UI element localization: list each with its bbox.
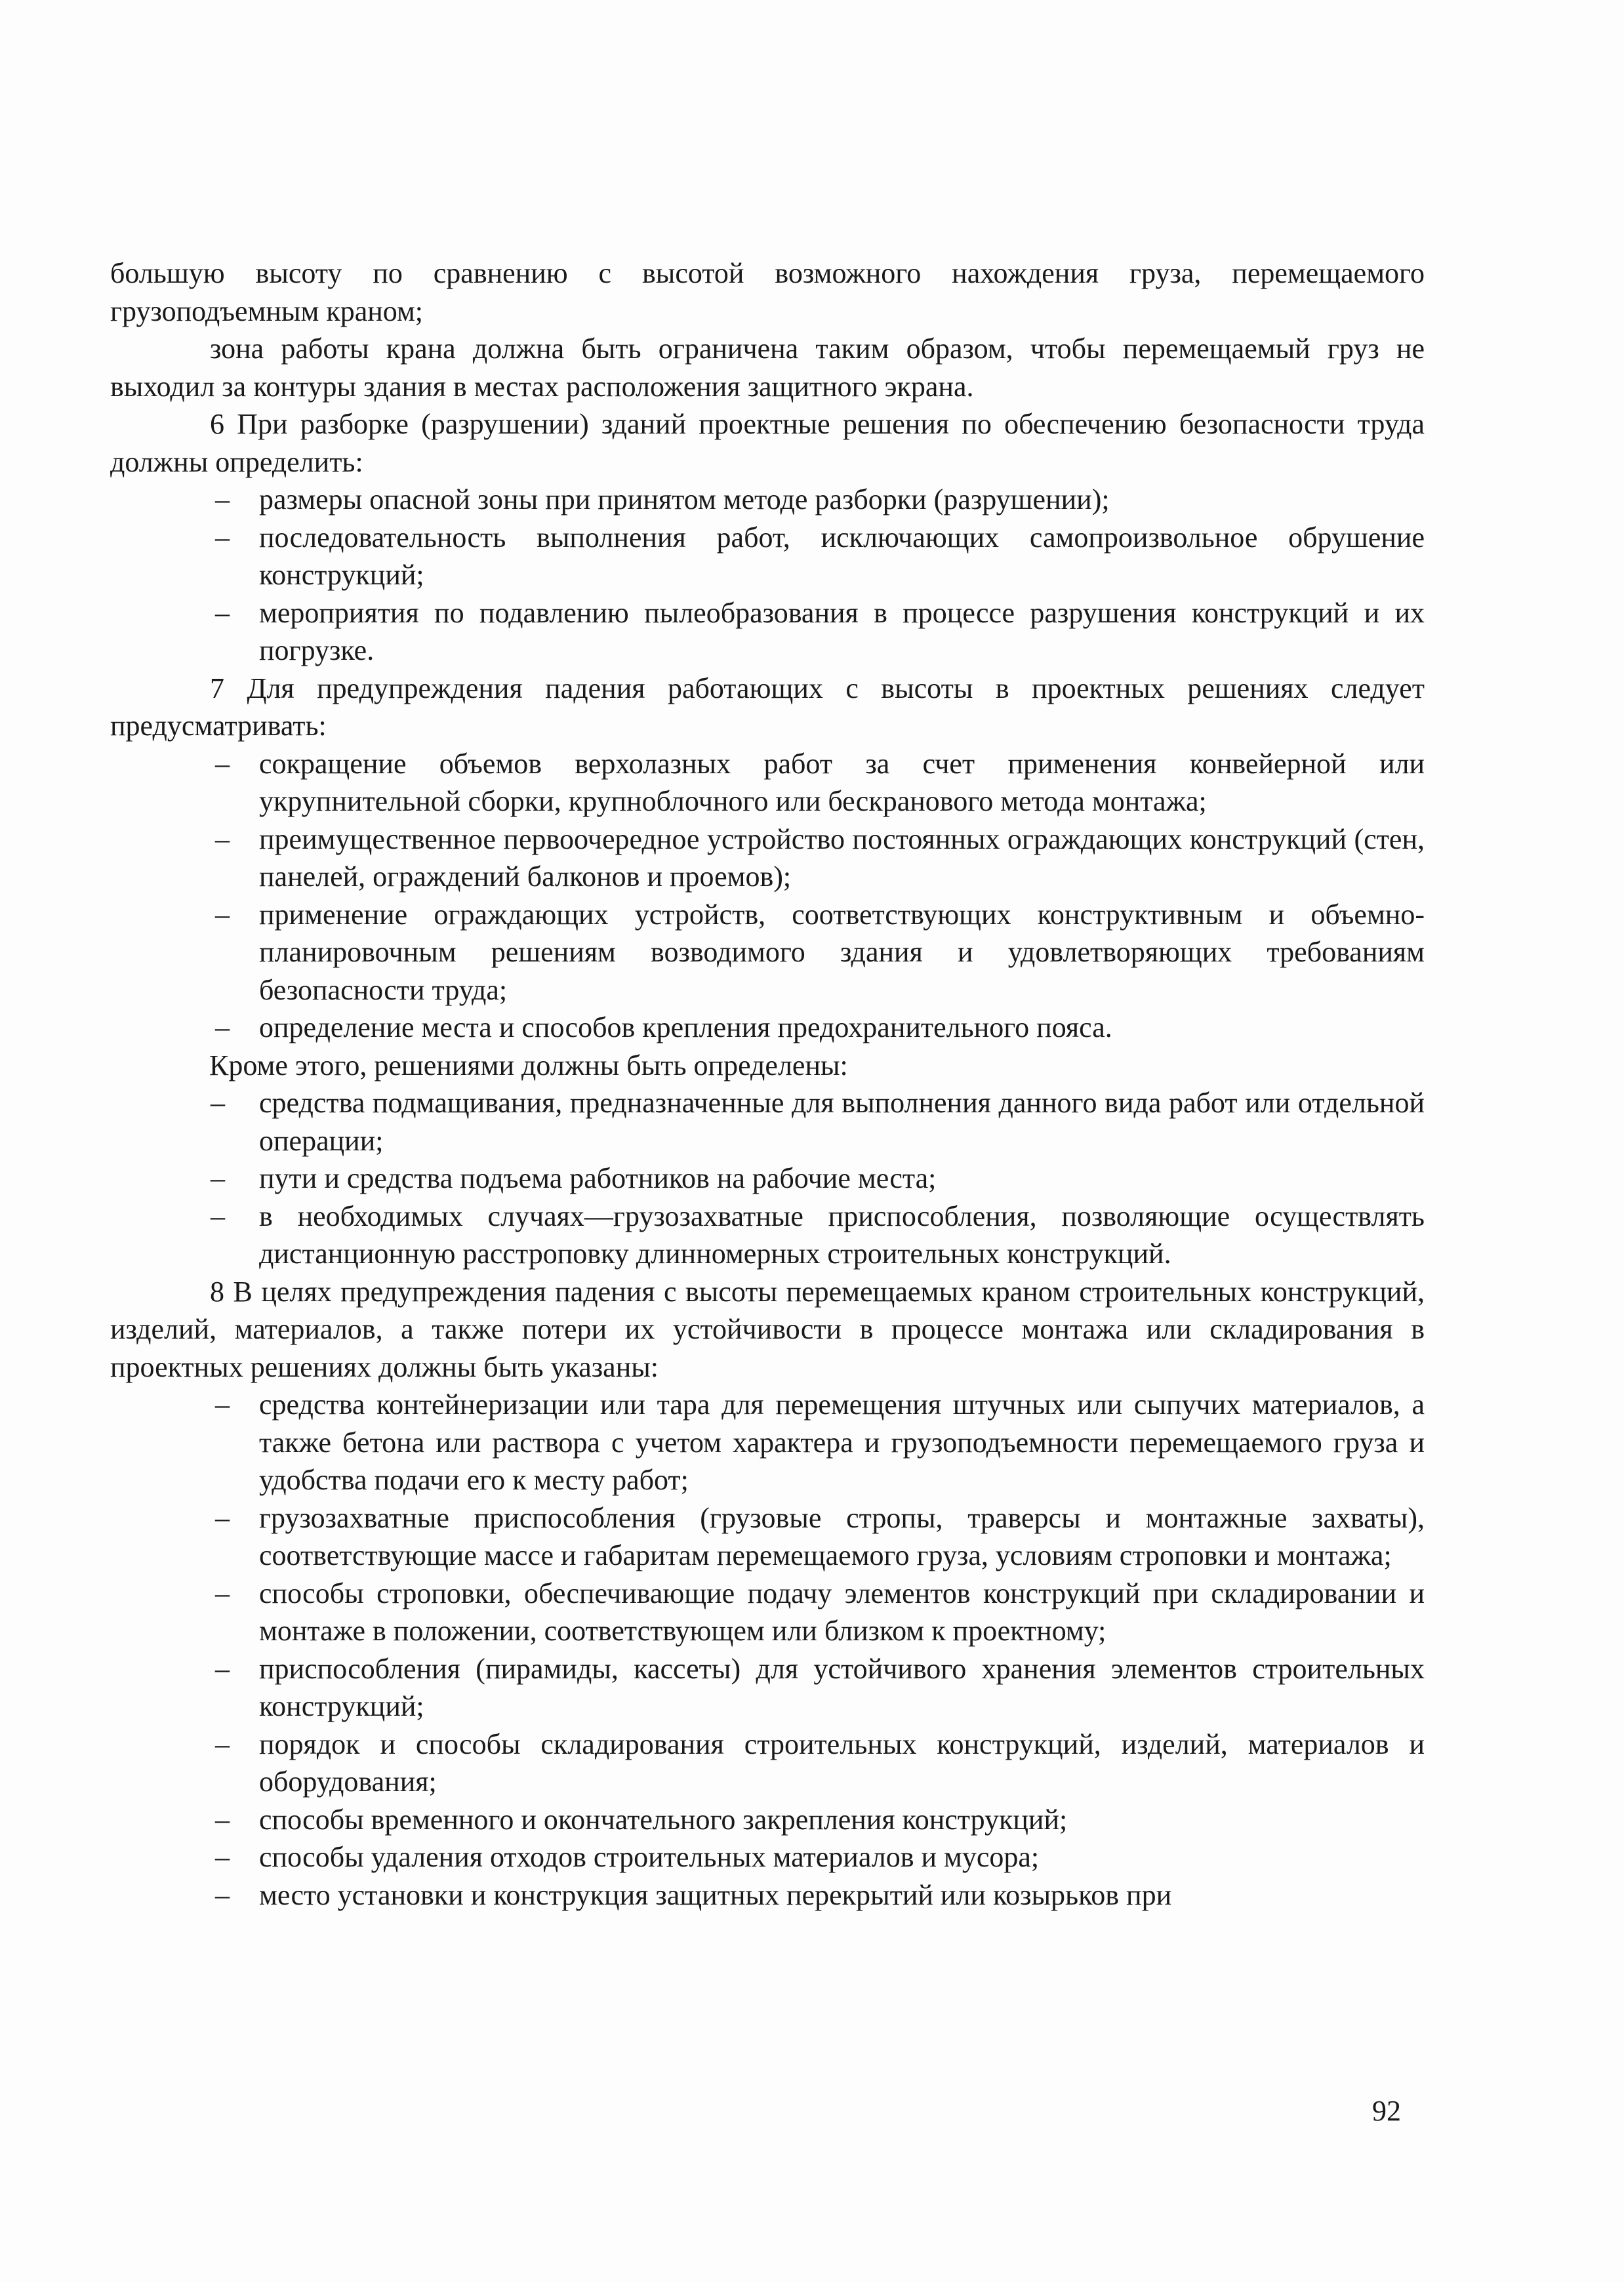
- paragraph: 6 При разборке (разрушении) зданий проектные решения по обеспечению безопасности труда должны определить:: [110, 408, 1425, 478]
- bullet-list: [110, 745, 1425, 1047]
- list-item: – мероприятия по подавлению пылеобразования в процессе разрушения конструкций и их погрузке.: [110, 594, 1425, 670]
- list-item: – способы временного и окончательного закрепления конструкций;: [110, 1801, 1425, 1839]
- list-item: – в необходимых случаях—грузозахватные приспособления, позволяющие осуществлять дистанционную расстроповку длинномерных строительных конструкций.: [110, 1198, 1425, 1273]
- page-number: 92: [1372, 2095, 1401, 2127]
- paragraph: 7 Для предупреждения падения работающих с высоты в проектных решениях следует предусматривать:: [110, 672, 1425, 742]
- list-item: – грузозахватные приспособления (грузовые стропы, траверсы и монтажные захваты), соответствующие массе и габаритам перемещаемого груза, условиям строповки и монтажа;: [110, 1499, 1425, 1575]
- list-item: – место установки и конструкция защитных перекрытий или козырьков при: [110, 1876, 1425, 1914]
- document-body: [110, 254, 1425, 1914]
- list-item: – размеры опасной зоны при принятом методе разборки (разрушении);: [110, 481, 1425, 519]
- list-item: – определение места и способов крепления предохранительного пояса.: [110, 1009, 1425, 1047]
- list-item: – средства контейнеризации или тара для перемещения штучных или сыпучих материалов, а также бетона или раствора с учетом характера и грузоподъемности перемещаемого груза и удобства подачи его к месту работ;: [110, 1386, 1425, 1499]
- list-item: – средства подмащивания, предназначенные для выполнения данного вида работ или отдельной операции;: [110, 1084, 1425, 1160]
- list-item: – способы удаления отходов строительных материалов и мусора;: [110, 1838, 1425, 1876]
- list-item: – способы строповки, обеспечивающие подачу элементов конструкций при складировании и монтаже в положении, соответствующем или близком к проектному;: [110, 1575, 1425, 1650]
- list-item: – последовательность выполнения работ, исключающих самопроизвольное обрушение конструкций;: [110, 519, 1425, 594]
- bullet-list: [110, 1084, 1425, 1273]
- continued-text: большую высоту по сравнению с высотой возможного нахождения груза, перемещаемого грузоподъемным краном;: [110, 257, 1425, 327]
- list-item: – применение ограждающих устройств, соответствующих конструктивным и объемно-планировочным решениям возводимого здания и удовлетворяющих требованиям безопасности труда;: [110, 896, 1425, 1009]
- list-item: – приспособления (пирамиды, кассеты) для устойчивого хранения элементов строительных конструкций;: [110, 1650, 1425, 1726]
- paragraph: зона работы крана должна быть ограничена таким образом, чтобы перемещаемый груз не выходил за контуры здания в местах расположения защитного экрана.: [110, 333, 1425, 403]
- list-item: – порядок и способы складирования строительных конструкций, изделий, материалов и оборудования;: [110, 1726, 1425, 1801]
- paragraph: Кроме этого, решениями должны быть определены:: [209, 1049, 848, 1081]
- list-item: – преимущественное первоочередное устройство постоянных ограждающих конструкций (стен, панелей, ограждений балконов и проемов);: [110, 820, 1425, 896]
- list-item: – пути и средства подъема работников на рабочие места;: [110, 1160, 1425, 1198]
- bullet-list: [110, 481, 1425, 670]
- list-item: – сокращение объемов верхолазных работ за счет применения конвейерной или укрупнительной сборки, крупноблочного или бескранового метода монтажа;: [110, 745, 1425, 820]
- bullet-list: [110, 1386, 1425, 1914]
- paragraph: 8 В целях предупреждения падения с высоты перемещаемых краном строительных конструкций, изделий, материалов, а также потери их устойчивости в процессе монтажа или складирования в проектных решениях должны быть указаны:: [110, 1275, 1425, 1383]
